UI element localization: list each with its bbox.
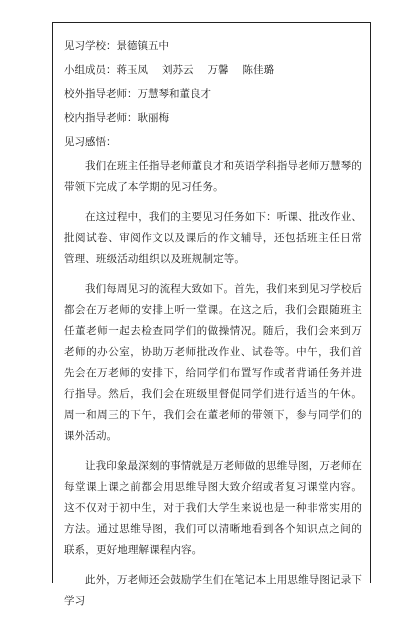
paragraph: 此外，万老师还会鼓励学生们在笔记本上用思维导图记录下学习 <box>64 574 362 607</box>
paragraph: 在这过程中，我们的主要见习任务如下：听课、批改作业、批阅试卷、审阅作文以及课后的作文辅导，还包括班主任日常管理、班级活动组织以及班规制定等。 <box>64 211 362 265</box>
inner-teacher-label: 校内指导老师： <box>64 112 138 124</box>
inner-teacher-name: 耿丽梅 <box>137 112 169 124</box>
member-name: 刘苏云 <box>162 64 194 76</box>
paragraph: 让我印象最深刻的事情就是万老师做的思维导图，万老师在每堂课上课之前都会用思维导图大致介绍或者复习课堂内容。这不仅对于初中生，对于我们大学生来说也是一种非常实用的方法。通过思维导图，我们可以清晰地看到各个知识点之间的联系，更好地理解课程内容。 <box>64 460 362 556</box>
outer-teacher-label: 校外指导老师： <box>64 88 138 100</box>
member-name: 蒋玉凤 <box>116 64 148 76</box>
members-label: 小组成员： <box>64 64 117 76</box>
members-line <box>64 60 362 81</box>
school-line <box>64 36 362 57</box>
school-name: 景德镇五中 <box>116 40 169 52</box>
paragraph: 我们每周见习的流程大致如下。首先，我们来到见习学校后都会在万老师的安排上听一堂课。在这之后，我们会跟随班主任董老师一起去检查同学们的做操情况。随后，我们会来到万老师的办公室，协助万老师批改作业、试卷等。中午，我们首先会在万老师的安排下，给同学们布置写作或者背诵任务并进行指导。然后，我们会在班级里督促同学们进行适当的午休。周一和周三的下午，我们会在董老师的带领下，参与同学们的课外活动。 <box>64 283 362 442</box>
feelings-heading: 见习感悟： <box>64 136 117 148</box>
outer-teacher-line <box>64 84 362 105</box>
member-name: 陈佳璐 <box>242 64 274 76</box>
member-name: 万馨 <box>207 64 229 76</box>
outer-teacher-name: 万慧琴和董良才 <box>137 88 211 100</box>
inner-teacher-line <box>64 108 362 129</box>
school-label: 见习学校： <box>64 40 117 52</box>
report-content <box>64 36 362 621</box>
paragraph: 我们在班主任指导老师董良才和英语学科指导老师万慧琴的带领下完成了本学期的见习任务。 <box>64 160 362 193</box>
